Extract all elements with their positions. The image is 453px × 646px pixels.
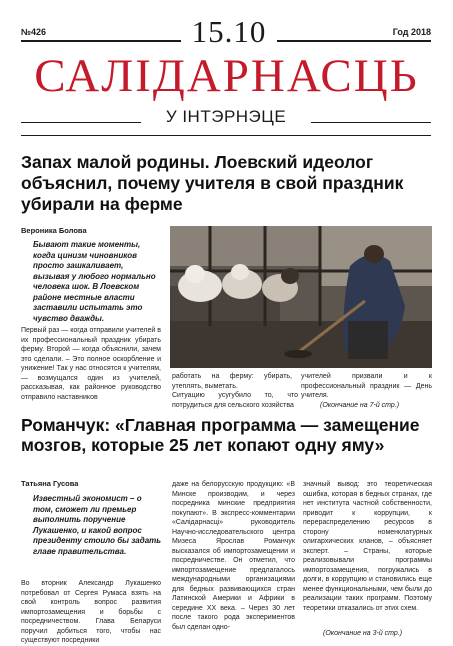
newspaper-title: САЛІДАРНАСЦЬ [34, 50, 419, 102]
subtitle-rule-right [311, 122, 431, 123]
masthead-rule-right [277, 40, 431, 42]
article2-lead: Известный экономист – о том, сможет ли премьер выполнить поручение Лукашенко, и какой вопрос президенту стоило бы задать главе правительства. [33, 494, 162, 556]
article1-lead: Бывают такие моменты, когда цинизм чиновников просто зашкаливает, вызывая у любого нормально человека шок. В Лоевском районе местные власти заставили испытать это чувство дважды. [33, 240, 156, 323]
article1-continued[interactable]: (Окончание на 7-й стр.) [320, 402, 400, 409]
issue-number: №426 [21, 27, 47, 37]
newspaper-subtitle: У ІНТЭРНЭЦЕ [165, 107, 287, 126]
issue-date: 15.10 [191, 14, 267, 49]
article2-body: Во вторник Александр Лукашенко потребовал от Сергея Румаса взять на свой контроль вопрос развития импортозамещения и борьбы с посредничеством. Глава Беларуси поручил добиться того, чтобы нас существуют посредники [21, 580, 161, 644]
article2-col2: даже на белорусскую продукцию: «В Минске производим, и через посредника минские предприятия покупают». В экспресс-комментарии «Салідарнасці» руководитель Научно-исследовательского центра Мизеса Ярослав Романчук высказался об импортозамещении и посредничестве. Он отметил, что импортозамещение предлагалось международными организациями для бедных развивающихся стран Латинской Америки и Африки в середине XX века. – Через 30 лет после такого рода экспериментов был сделан одно- [172, 481, 295, 631]
article1-photo [170, 226, 432, 368]
article1-body: Первый раз — когда отправили учителей в их профессиональный праздник убирать ферму. Второй — когда объяснили, зачем это сделали. – Это полное оскорбление и унижение! Так у нас относятся к учителям, — возмущался один из учителей, рассказывая, как районное руководство отправило наставников [21, 327, 161, 401]
subtitle-rule-left [21, 122, 141, 123]
article2-col3: значный вывод: это теоретическая ошибка, которая в бедных странах, где нет института частной собственности, приводит к коррупции, к перераспределению ресурсов в сторону номенклатурных олигархических кланов, – объясняет эксперт. – Страны, которые реализовывали программы импортозамещения, погружались в долги, в коррупцию и становились еще менее функциональными, чем были до реализации таких программ. Поэтому теоретики отказались от этих схем. [303, 481, 432, 612]
article1-headline[interactable]: Запах малой родины. Лоевский идеолог объяснил, почему учителя в свой праздник убирали на ферме [21, 152, 404, 214]
masthead-bottom-rule [21, 135, 431, 136]
article1-col2b: Ситуацию усугубило то, что потрудиться для сельского хозяйства [172, 392, 298, 409]
article1-col2: работать на ферму: убирать, утеплять, выметать. [172, 373, 292, 390]
barn-photo [170, 226, 432, 368]
article2-author: Татьяна Гусова [21, 479, 79, 488]
article2-headline[interactable]: Романчук: «Главная программа — замещение мозгов, которые 25 лет копают одну яму» [21, 415, 420, 455]
masthead-rule-left [21, 40, 181, 42]
issue-year: Год 2018 [392, 27, 431, 37]
article2-continued[interactable]: (Окончание на 3-й стр.) [323, 630, 403, 637]
article1-author: Вероника Болова [21, 226, 87, 235]
article1-col3: учителей призвали и к профессиональный праздник — День учителя. [301, 373, 432, 399]
